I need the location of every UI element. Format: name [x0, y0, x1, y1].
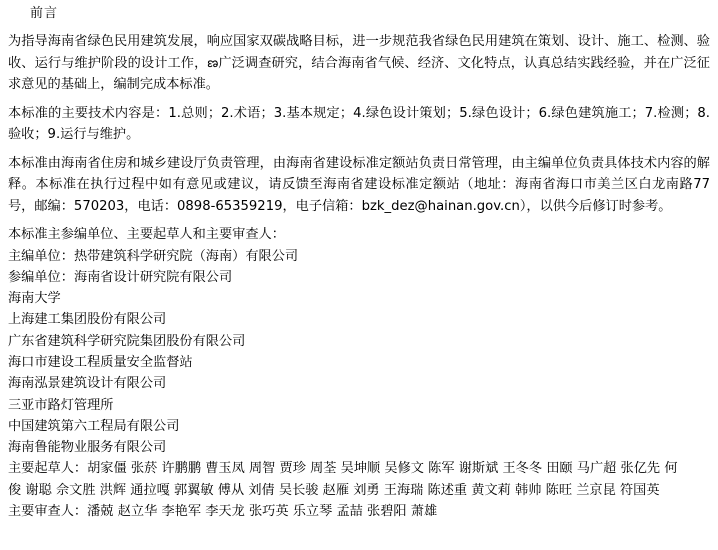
paragraph-administration: 本标准由海南省住房和城乡建设厅负责管理，由海南省建设标准定额站负责日常管理，由主编单位负责具体技术内容的解释。本标准在执行过程中如有意见或建议，请反馈至海南省建设标准定额站（地址：海南省海口市美兰区白龙南路77号，邮编：570203，电话：0898-65359219，电子信箱：bzk_dez@hainan.gov.cn），以供今后修订时参考。 — [8, 155, 710, 214]
reviewers-label: 主要审查人： — [8, 504, 88, 520]
spacer — [8, 146, 710, 153]
authors-line-2: 俊 谢聪 佘文胜 洪辉 通拉嘎 郭翼敏 傅从 刘倩 吴长骏 赵雁 刘勇 王海瑞 陈述重 黄文莉 韩帅 陈旺 兰京昆 符国英 — [8, 482, 660, 498]
paragraph-contributors-intro: 本标准主参编单位、主要起草人和主要审查人： — [8, 227, 285, 242]
authors-label: 主要起草人： — [8, 461, 88, 477]
spacer — [8, 217, 710, 224]
list-item: 广东省建筑科学研究院集团股份有限公司 — [8, 333, 246, 349]
coeditor-label: 参编单位： — [8, 269, 74, 285]
list-item: 海南鲁能物业服务有限公司 — [8, 440, 167, 456]
list-item: 海南大学 — [8, 291, 61, 307]
contributor-list — [8, 246, 710, 523]
reviewers-names: 潘兢 赵立华 李艳军 李天龙 张巧英 乐立琴 孟喆 张碧阳 萧雄 — [87, 504, 438, 520]
paragraph-contents: 本标准的主要技术内容是：1.总则；2.术语；3.基本规定；4.绿色设计策划；5.绿色设计；6.绿色建筑施工；7.检测；8.验收；9.运行与维护。 — [8, 105, 710, 142]
list-item-coeditor-first — [8, 267, 710, 288]
coeditor-first-value: 海南省设计研究院有限公司 — [73, 269, 233, 285]
paragraph-purpose: 为指导海南省绿色民用建筑发展，响应国家双碳战略目标，进一步规范我省绿色民用建筑在策划、设计、施工、检测、验收、运行与维护阶段的设计工作，ణ广泛调查研究，结合海南省气候、经济、文化特点，认真总结实践经验，并在广泛征求意见的基础上，编制完成本标准。 — [8, 34, 710, 92]
list-item: 中国建筑第六工程局有限公司 — [8, 418, 180, 434]
list-item-main-unit — [8, 246, 710, 267]
main-unit-value: 热带建筑科学研究院（海南）有限公司 — [73, 248, 299, 264]
main-unit-label: 主编单位： — [8, 248, 74, 264]
reviewers-line — [8, 501, 710, 522]
list-item: 海口市建设工程质量安全监督站 — [8, 354, 193, 370]
spacer — [8, 96, 710, 103]
authors-names-1: 胡家僵 张菸 许鹏鹏 曹玉凤 周智 贾珍 周荃 吴坤顺 吴修文 陈军 谢斯斌 王冬冬 田颐 马广超 张亿先 何 — [87, 461, 678, 477]
authors-line-1 — [8, 458, 710, 479]
list-item: 海南泓景建筑设计有限公司 — [8, 376, 167, 392]
list-item: 三亚市路灯管理所 — [8, 397, 114, 413]
list-item: 上海建工集团股份有限公司 — [8, 312, 167, 328]
page-title: 前言 — [30, 6, 59, 21]
